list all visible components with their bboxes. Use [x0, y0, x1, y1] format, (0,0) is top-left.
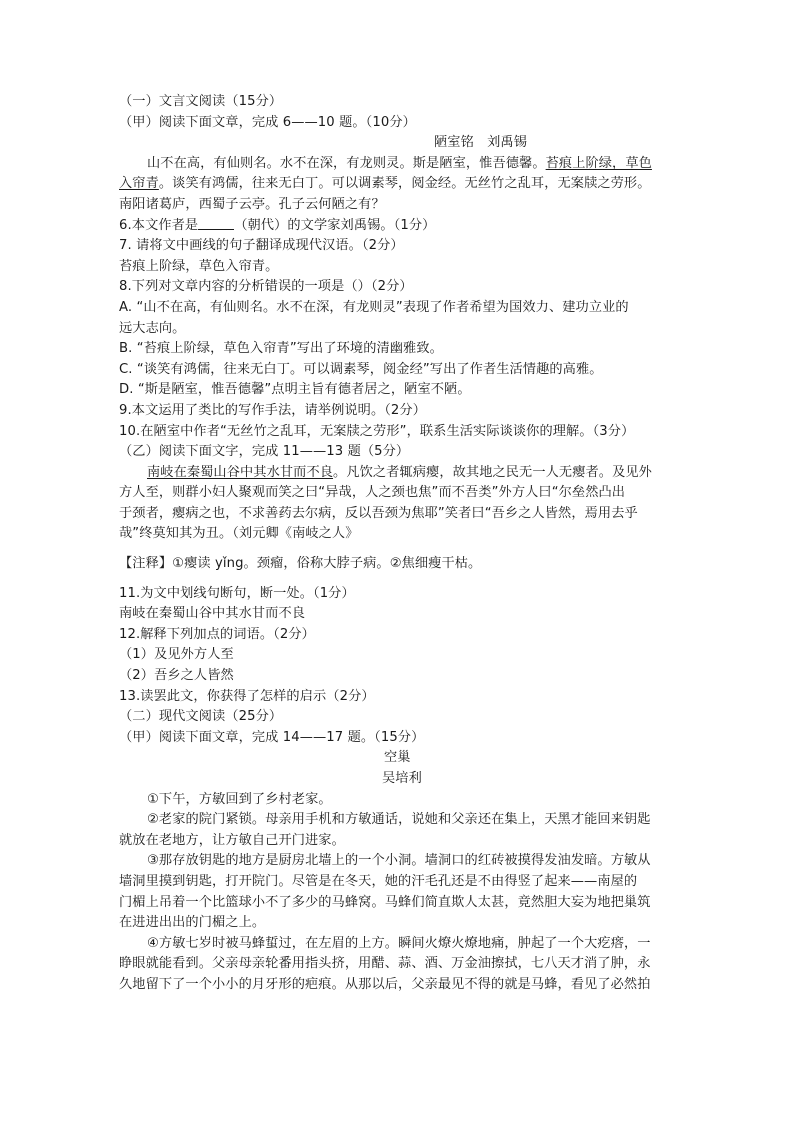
question-7: 7. 请将文中画线的句子翻译成现代汉语。（2分）	[119, 238, 404, 254]
passage-paragraph: 于颈者，瘿病之也，不求善药去尔病，反以吾颈为焦耶”笑者曰“吾乡之人皆然，焉用去乎	[119, 505, 638, 521]
passage-paragraph: 入帘青。谈笑有鸿儒，往来无白丁。可以调素琴，阅金经。无丝竹之乱耳，无案牍之劳形。	[119, 176, 651, 192]
question-13: 13.读罢此文，你获得了怎样的启示（2分）	[119, 688, 375, 704]
story-paragraph: 门楣上吊着一个比篮球小不了多少的马蜂窝。马蜂们简直欺人太甚，竟然胆大妄为地把巢筑	[119, 894, 651, 910]
option-a: A. “山不在高，有仙则名。水不在深，有龙则灵”表现了作者希望为国效力、建功立业的	[119, 299, 629, 315]
question-10: 10.在陋室中作者“无丝竹之乱耳，无案牍之劳形”，联系生活实际谈谈你的理解。（3分）	[119, 423, 635, 439]
story-paragraph: ④方敏七岁时被马蜂蜇过，在左眉的上方。瞬间火燎火燎地痛，肿起了一个大疙瘩，一	[147, 935, 651, 951]
story-paragraph: ②老家的院门紧锁。母亲用手机和方敏通话，说她和父亲还在集上，天黑才能回来钥匙	[147, 812, 651, 828]
passage-paragraph: 方人至，则群小妇人聚观而笑之曰“异哉，人之颈也焦”而不吾类”外方人曰“尔垒然凸出	[119, 485, 626, 501]
option-a-cont: 远大志向。	[119, 320, 186, 336]
story-paragraph: 久地留下了一个小小的月牙形的疤痕。从那以后，父亲最见不得的就是马蜂，看见了必然拍	[119, 976, 651, 992]
passage-title: 陋室铭 刘禹锡	[434, 135, 528, 151]
story-title: 空巢	[384, 750, 411, 766]
answer-blank[interactable]	[198, 217, 234, 230]
story-paragraph: 睁眼就能看到。父亲母亲轮番用指头挤，用醋、蒜、酒、万金油擦拭，七八天才消了肿，永	[119, 956, 651, 972]
story-paragraph: 就放在老地方，让方敏自己开门进家。	[119, 832, 345, 848]
question-11-sentence: 南岐在秦蜀山谷中其水甘而不良	[119, 606, 306, 622]
story-paragraph: ③那存放钥匙的地方是厨房北墙上的一个小洞。墙洞口的红砖被摸得发油发暗。方敏从	[147, 853, 651, 869]
question-11: 11.为文中划线句断句，断一处。（1分）	[119, 585, 355, 601]
story-author: 吴培利	[382, 771, 422, 786]
story-paragraph: 在进进出出的门楣之上。	[119, 915, 266, 931]
passage-paragraph: 哉”终莫知其为丑。（刘元卿《南岐之人》	[119, 526, 359, 542]
story-paragraph: ①下午，方敏回到了乡村老家。	[147, 791, 332, 807]
story-paragraph: 墙洞里摸到钥匙，打开院门。尽管是在冬天，她的汗毛孔还是不由得竖了起来——南屋的	[119, 873, 638, 889]
passage-paragraph: 南岐在秦蜀山谷中其水甘而不良。凡饮之者辄病瘿，故其地之民无一人无瘿者。及见外	[147, 464, 652, 480]
passage-b-instruction: （乙）阅读下面文字，完成 11——13 题（5分）	[119, 444, 410, 460]
section-heading-classical: （一）文言文阅读（15分）	[119, 94, 283, 109]
document-body	[119, 92, 677, 996]
underlined-sentence: 入帘青	[119, 176, 159, 192]
underlined-sentence: 苔痕上阶绿，草色	[545, 155, 652, 171]
passage-a-instruction: （甲）阅读下面文章，完成 6——10 题。（10分）	[119, 114, 416, 130]
option-c: C. “谈笑有鸿儒，往来无白丁。可以调素琴，阅金经”写出了作者生活情趣的高雅。	[119, 361, 603, 377]
passage-paragraph: 南阳诸葛庐，西蜀子云亭。孔子云何陋之有？	[119, 196, 385, 212]
question-12-item: （1）及见外方人至	[119, 647, 234, 663]
option-d: D. “斯是陋室，惟吾德馨”点明主旨有德者居之，陋室不陋。	[119, 382, 471, 398]
question-12: 12.解释下列加点的词语。（2分）	[119, 626, 315, 642]
question-8: 8.下列对文章内容的分析错误的一项是（）（2分）	[119, 279, 413, 295]
question-12-item: （2）吾乡之人皆然	[119, 668, 234, 684]
question-9: 9.本文运用了类比的写作手法，请举例说明。（2分）	[119, 402, 426, 418]
annotation-note: 【注释】①瘿读 yǐng。颈瘤，俗称大脖子病。②焦细瘦干枯。	[119, 556, 482, 572]
section-heading-modern: （二）现代文阅读（25分）	[119, 709, 283, 725]
question-6: 6.本文作者是 （朝代）的文学家刘禹锡。（1分）	[119, 217, 436, 233]
question-7-sentence: 苔痕上阶绿，草色入帘青。	[119, 258, 279, 274]
passage-paragraph: 山不在高，有仙则名。水不在深，有龙则灵。斯是陋室，惟吾德馨。苔痕上阶绿，草色	[147, 155, 652, 171]
modern-passage-instruction: （甲）阅读下面文章，完成 14——17 题。（15分）	[119, 729, 425, 745]
underlined-sentence: 南岐在秦蜀山谷中其水甘而不良	[147, 464, 334, 480]
option-b: B. “苔痕上阶绿，草色入帘青”写出了环境的清幽雅致。	[119, 341, 443, 357]
